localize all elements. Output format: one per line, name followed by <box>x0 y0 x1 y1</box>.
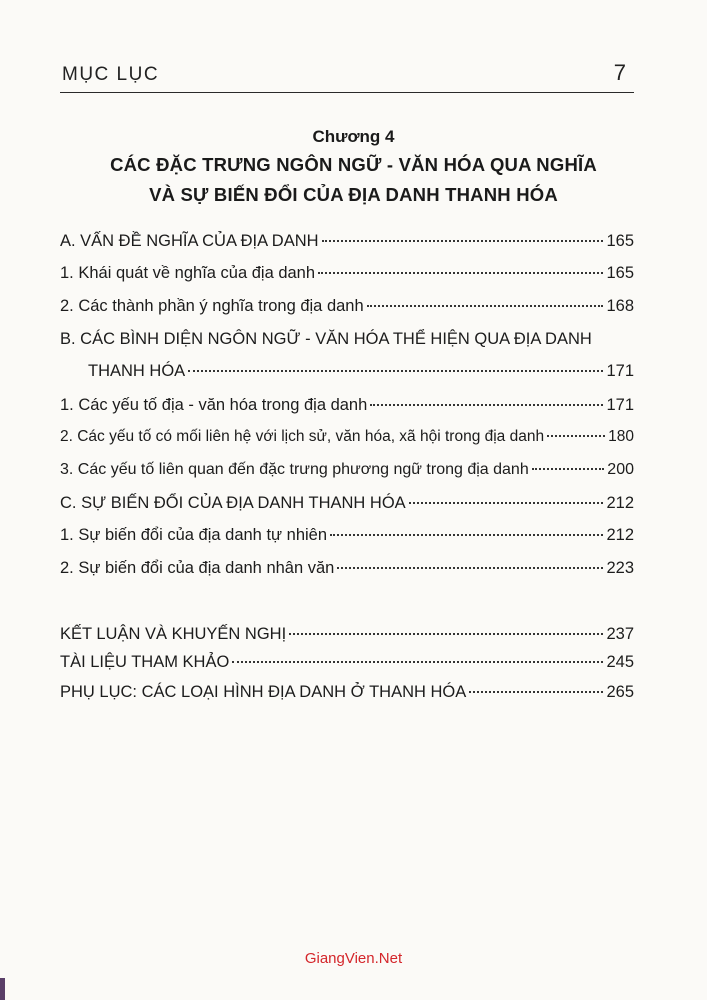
toc-entry-label: 2. Các thành phần ý nghĩa trong địa danh <box>60 297 364 315</box>
toc-entry-page: 212 <box>606 526 634 544</box>
leader-dots <box>337 567 603 569</box>
toc-entry-label: 3. Các yếu tố liên quan đến đặc trưng phương ngữ trong địa danh <box>60 461 529 478</box>
chapter-label: Chương 4 <box>312 127 395 146</box>
running-header <box>60 60 634 93</box>
toc-entry[interactable] <box>60 428 634 454</box>
toc-entry-page: 165 <box>606 264 634 282</box>
toc-entry-page: 180 <box>608 428 634 445</box>
toc-entry[interactable] <box>60 232 634 258</box>
leader-dots <box>367 305 604 307</box>
toc-entry[interactable] <box>60 264 634 290</box>
toc-entry-label: A. VẤN ĐỀ NGHĨA CỦA ĐỊA DANH <box>60 232 319 250</box>
leader-dots <box>469 691 603 693</box>
toc-entry-label: C. SỰ BIẾN ĐỔI CỦA ĐỊA DANH THANH HÓA <box>60 494 406 512</box>
chapter-title-line1: CÁC ĐẶC TRƯNG NGÔN NGỮ - VĂN HÓA QUA NGHĨA <box>110 154 597 175</box>
leader-dots <box>322 240 604 242</box>
toc-entry-label: 2. Các yếu tố có mối liên hệ với lịch sử, văn hóa, xã hội trong địa danh <box>60 428 545 445</box>
toc-entry-label: B. CÁC BÌNH DIỆN NGÔN NGỮ - VĂN HÓA THỂ HIỆN QUA ĐỊA DANH <box>60 330 592 348</box>
leader-dots <box>370 404 603 406</box>
toc-entry-page: 171 <box>606 396 634 414</box>
toc-entry[interactable] <box>60 396 634 422</box>
toc-entry-label: 1. Sự biến đổi của địa danh tự nhiên <box>60 526 328 544</box>
toc-entry[interactable] <box>60 461 634 487</box>
toc-entry-page: 165 <box>606 232 634 250</box>
toc-entry-page: 265 <box>606 683 634 701</box>
toc-entry-page: 171 <box>606 362 634 380</box>
toc-entry-label: THANH HÓA <box>88 362 186 380</box>
header-title: MỤC LỤC <box>62 64 160 85</box>
toc-entry-page: 223 <box>606 559 634 577</box>
toc-entry[interactable] <box>60 625 634 651</box>
toc-entry-label: 2. Sự biến đổi của địa danh nhân văn <box>60 559 335 577</box>
toc-entry[interactable] <box>60 653 634 679</box>
toc-entry-page: 168 <box>606 297 634 315</box>
toc-entry[interactable] <box>60 683 634 709</box>
toc-entry-label: PHỤ LỤC: CÁC LOẠI HÌNH ĐỊA DANH Ở THANH HÓA <box>60 683 467 701</box>
page-number: 7 <box>613 60 626 85</box>
toc-entry[interactable] <box>60 297 634 323</box>
watermark-text[interactable]: GiangVien.Net <box>304 950 403 967</box>
page-edge-mark <box>0 978 5 1000</box>
leader-dots <box>547 435 605 437</box>
toc-entry-label: 1. Các yếu tố địa - văn hóa trong địa danh <box>60 396 368 414</box>
leader-dots <box>289 633 603 635</box>
leader-dots <box>232 661 603 663</box>
toc-entry[interactable] <box>60 362 634 388</box>
toc-entry[interactable] <box>60 559 634 585</box>
leader-dots <box>532 468 605 470</box>
toc-entry-page: 200 <box>607 461 634 478</box>
toc-entry-label: TÀI LIỆU THAM KHẢO <box>60 653 230 671</box>
leader-dots <box>330 534 603 536</box>
toc-entry[interactable] <box>60 494 634 520</box>
toc-entry-page: 237 <box>606 625 634 643</box>
leader-dots <box>318 272 603 274</box>
toc-entry[interactable] <box>60 526 634 552</box>
toc-entry-page: 245 <box>606 653 634 671</box>
toc-entry-label: 1. Khái quát về nghĩa của địa danh <box>60 264 316 282</box>
leader-dots <box>188 370 603 372</box>
toc-entry-page: 212 <box>606 494 634 512</box>
toc-entry[interactable] <box>60 330 634 356</box>
chapter-title-line2: VÀ SỰ BIẾN ĐỔI CỦA ĐỊA DANH THANH HÓA <box>149 184 558 205</box>
leader-dots <box>409 502 604 504</box>
toc-entry-label: KẾT LUẬN VÀ KHUYẾN NGHỊ <box>60 625 287 643</box>
